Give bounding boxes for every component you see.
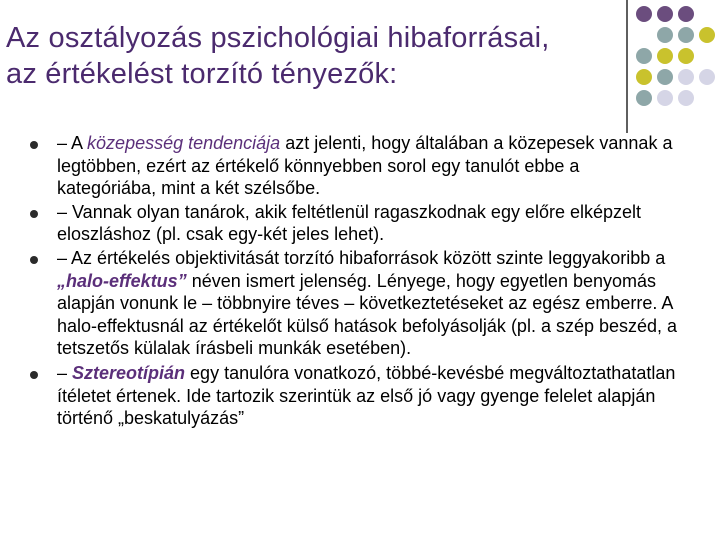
bullet-icon [30, 256, 38, 264]
decor-dot [636, 90, 652, 106]
slide-title [6, 20, 646, 92]
decor-dot [678, 90, 694, 106]
decor-dot [636, 69, 652, 85]
bullet-4-pre: – [57, 362, 73, 383]
bullet-4-emphasis: Sztereotípián [72, 362, 186, 383]
slide-title-line-2: az értékelést torzító tényezők: [6, 58, 398, 90]
decor-dot [636, 48, 652, 64]
bullet-item-1 [30, 132, 680, 200]
decor-dot [678, 6, 694, 22]
bullet-1-post: azt jelenti, hogy általában a közepesek vannak a legtöbben, ezért az értékelő könnyebben sorol egy tanulót ebbe a kategóriába, mint a két szélsőbe. [57, 133, 673, 199]
bullet-3-pre: – Az értékelés objektivitását torzító hibaforrások között szinte leggyakoribb a [57, 247, 666, 268]
bullet-2-text: – Vannak olyan tanárok, akik feltétlenül ragaszkodnak egy előre elképzelt eloszláshoz (pl. csak egy-két jeles lehet). [57, 201, 642, 245]
decor-dot [699, 27, 715, 43]
bullet-1-emphasis: közepesség tendenciája [87, 133, 281, 153]
bullet-item-2 [30, 201, 680, 246]
decor-dot [678, 69, 694, 85]
decor-dot [657, 6, 673, 22]
decor-dot [678, 48, 694, 64]
decor-dot [636, 6, 652, 22]
decor-dot [699, 69, 715, 85]
bullet-list [30, 132, 680, 430]
bullet-icon [30, 141, 38, 149]
bullet-4-post: egy tanulóra vonatkozó, többé-kevésbé megváltoztathatatlan ítéletet értenek. Ide tartozik szerintük az első jó vagy gyenge felelet alapján történő „beskatulyázás” [57, 362, 676, 429]
decor-dot [657, 27, 673, 43]
decor-dot [678, 27, 694, 43]
bullet-item-3 [30, 247, 680, 360]
decor-dot [657, 90, 673, 106]
decor-dot [657, 48, 673, 64]
slide-title-line-1: Az osztályozás pszichológiai hibaforrásai, [6, 22, 550, 54]
decor-dot [657, 69, 673, 85]
bullet-icon [30, 371, 38, 379]
bullet-item-4 [30, 362, 680, 430]
bullet-3-post: néven ismert jelenség. Lényege, hogy egyetlen benyomás alapján vonunk le – többnyire téves – következtetéseket az egész emberre. A halo-effektusnál az értékelőt külső hatások befolyásolják (pl. a szép beszéd, a tetszetős külalak írásbeli munkák esetében). [57, 270, 678, 359]
bullet-icon [30, 210, 38, 218]
dot-grid-icon [636, 6, 720, 116]
bullet-3-emphasis: „halo-effektus” [57, 270, 187, 291]
bullet-1-pre: – A [57, 133, 88, 153]
divider-line [626, 0, 628, 133]
